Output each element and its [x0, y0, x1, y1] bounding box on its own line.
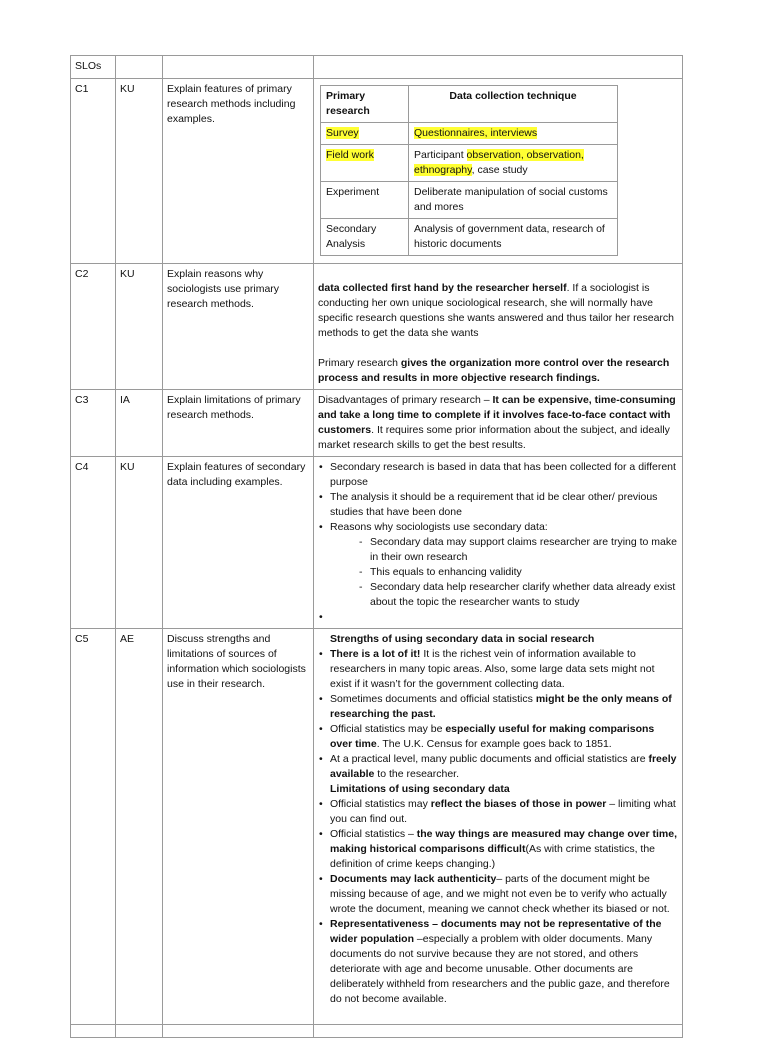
slo-objective: Explain reasons why sociologists use primary research methods.	[163, 264, 314, 390]
inner-method: Secondary Analysis	[321, 219, 409, 256]
slo-code: C4	[71, 457, 116, 629]
dash-item: - This equals to enhancing validity	[370, 565, 678, 580]
list-item: • Official statistics may be especially useful for making comparisons over time. The U.K. Census for example goes back to 1851.	[330, 722, 678, 752]
primary-research-table	[320, 85, 618, 256]
inner-header-row	[321, 86, 618, 123]
slo-content	[314, 457, 683, 629]
slo-content	[314, 79, 683, 264]
paragraph: Disadvantages of primary research – It can be expensive, time-consuming and take a long time to complete if it involves face-to-face contact with customers. It requires some prior information about the subject, and ideally market research skills to get the best results.	[318, 394, 676, 451]
slo-level: KU	[116, 264, 163, 390]
strengths-list	[318, 647, 678, 782]
slo-code: C2	[71, 264, 116, 390]
slo-objective: Explain limitations of primary research methods.	[163, 390, 314, 457]
inner-method: Experiment	[321, 182, 409, 219]
paragraph: Primary research gives the organization more control over the research process and results in more objective research findings.	[318, 357, 670, 384]
slo-code: C5	[71, 629, 116, 1025]
dash-item: - Secondary data help researcher clarify whether data already exist about the topic the researcher wants to study	[370, 580, 678, 610]
header-slos-cell	[71, 56, 116, 79]
list-item: • The analysis it should be a requirement that id be clear other/ previous studies that have been done	[330, 490, 678, 520]
inner-technique: Questionnaires, interviews	[409, 123, 618, 145]
paragraph: data collected first hand by the researcher herself. If a sociologist is conducting her own unique sociological research, she will normally have specific research questions she wants answered and thus tailor her research methods to get the data she wants	[318, 282, 675, 339]
list-item: • There is a lot of it! It is the richest vein of information available to researchers in many topic areas. Also, some large data sets might not exist if it wasn’t for the government collecting data.	[330, 647, 678, 692]
dash-list	[330, 535, 678, 610]
strengths-heading: Strengths of using secondary data in social research	[330, 633, 595, 645]
list-item: • Reasons why sociologists use secondary data: - Secondary data may support claims researcher are trying to make in their own research - This equals to enhancing validity - Secondary data help researcher clarify whether data already exist about the topic the researcher wants to study	[330, 520, 678, 610]
slo-level: KU	[116, 79, 163, 264]
slo-content	[314, 390, 683, 457]
slo-code: C3	[71, 390, 116, 457]
header-blank-cell	[314, 56, 683, 79]
slo-objective: Discuss strengths and limitations of sources of information which sociologists use in their research.	[163, 629, 314, 1025]
inner-method: Field work	[321, 145, 409, 182]
inner-method: Survey	[321, 123, 409, 145]
list-item: • Official statistics – the way things are measured may change over time, making historical comparisons difficult(As with crime statistics, the definition of crime keeps changing.)	[330, 827, 678, 872]
limitations-list	[318, 797, 678, 1007]
list-item: • At a practical level, many public documents and official statistics are freely available to the researcher.	[330, 752, 678, 782]
slo-level: AE	[116, 629, 163, 1025]
bullet-list	[318, 460, 678, 625]
slo-code: C1	[71, 79, 116, 264]
list-item: • Secondary research is based in data that has been collected for a different purpose	[330, 460, 678, 490]
inner-technique: Analysis of government data, research of historic documents	[409, 219, 618, 256]
table-row	[71, 264, 683, 390]
table-row	[71, 457, 683, 629]
inner-row	[321, 145, 618, 182]
table-row	[71, 629, 683, 1025]
slo-table	[70, 55, 683, 1038]
header-slos: SLOs	[75, 60, 102, 72]
table-header-row	[71, 56, 683, 79]
inner-row	[321, 123, 618, 145]
dash-item: - Secondary data may support claims researcher are trying to make in their own research	[370, 535, 678, 565]
inner-header-method: Primary research	[321, 86, 409, 123]
slo-objective: Explain features of primary research methods including examples.	[163, 79, 314, 264]
table-row	[71, 79, 683, 264]
list-item: • Sometimes documents and official statistics might be the only means of researching the past.	[330, 692, 678, 722]
list-item: • Representativeness – documents may not be representative of the wider population –especially a problem with older documents. Many documents do not survive because they are not stored, and others deteriorate with age and become unusable. Other documents are deliberately withheld from researchers and the public gaze, and therefore do not become available.	[330, 917, 678, 1007]
slo-content	[314, 629, 683, 1025]
slo-level: KU	[116, 457, 163, 629]
inner-row	[321, 182, 618, 219]
list-item: • Official statistics may reflect the biases of those in power – limiting what you can find out.	[330, 797, 678, 827]
inner-header-technique: Data collection technique	[409, 86, 618, 123]
table-row-clipped	[71, 1025, 683, 1038]
list-item: • Documents may lack authenticity– parts of the document might be missing because of age, and we might not even be to verify who actually wrote the document, meaning we cannot check whether its biased or not.	[330, 872, 678, 917]
limitations-heading: Limitations of using secondary data	[330, 783, 510, 795]
table-row	[71, 390, 683, 457]
header-blank-cell	[116, 56, 163, 79]
slo-objective: Explain features of secondary data including examples.	[163, 457, 314, 629]
slo-level: IA	[116, 390, 163, 457]
header-blank-cell	[163, 56, 314, 79]
inner-row	[321, 219, 618, 256]
list-item-empty	[330, 610, 678, 625]
slo-content	[314, 264, 683, 390]
inner-technique: Participant observation, observation, ethnography, case study	[409, 145, 618, 182]
inner-technique: Deliberate manipulation of social customs and mores	[409, 182, 618, 219]
